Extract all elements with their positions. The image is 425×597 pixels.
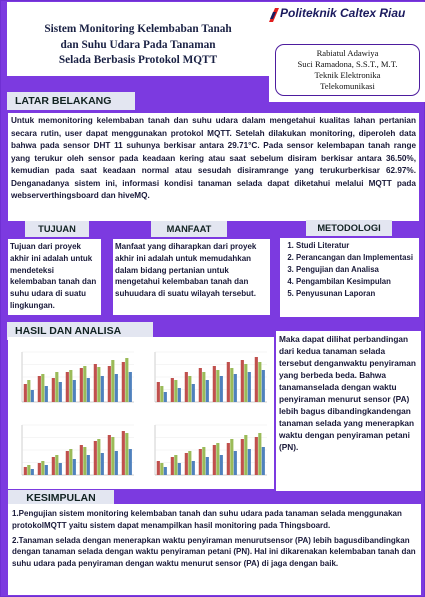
chart-bar	[171, 457, 174, 475]
manfaat-heading: MANFAAT	[151, 221, 227, 237]
chart-bar	[262, 370, 265, 402]
chart-bar	[38, 376, 41, 402]
title-line-1: Sistem Monitoring Kelembaban Tanah	[44, 23, 232, 35]
hasil-body: Maka dapat dilihat perbandingan dari kedua tanaman selada tersebut denganwaktu penyiraman yang berbeda beda. Bahwa tanamanselada dengan waktu penyiraman menurut sensor (PA) lebih bagus dibandingkandengan tanaman selada yang menerapkan waktu dengan penyiraman petani (PN).	[276, 331, 421, 491]
chart-bar	[178, 388, 181, 402]
chart-bar	[213, 366, 216, 402]
chart-bar	[234, 374, 237, 402]
author-box	[275, 44, 420, 96]
chart-bar	[157, 382, 160, 402]
chart-bar	[115, 374, 118, 402]
chart-bar	[160, 386, 163, 402]
chart-bar	[101, 376, 104, 402]
kesimpulan-point-2: 2.Tanaman selada dengan menerapkan waktu penyiraman menurutsensor (PA) lebih bagusdibandingkan dengan tanaman selada dengan waktu penyiraman petani (PN). Hal ini dikarenakan kelembaban tanah dan suhu udara pada penyiraman dengan waktu menurut sensor (PA) di jaga dengan baik.	[12, 535, 416, 569]
metodologi-item: 4. Pengambilan Kesimpulan	[296, 276, 415, 288]
chart-bar	[206, 380, 209, 402]
chart-bar	[45, 465, 48, 475]
chart-bar	[255, 357, 258, 402]
chart-bar	[24, 384, 27, 402]
author-line-3: Teknik Elektronika	[314, 70, 381, 80]
chart-bar	[87, 455, 90, 475]
tujuan-heading: TUJUAN	[25, 221, 89, 237]
chart-bar	[27, 465, 30, 475]
chart-bar	[59, 382, 62, 402]
chart-bar	[248, 372, 251, 402]
chart-bar	[206, 457, 209, 475]
latar-heading: LATAR BELAKANG	[7, 92, 135, 110]
chart-bar	[122, 431, 125, 475]
chart-bar	[66, 372, 69, 402]
chart-bar	[185, 453, 188, 475]
chart-bar	[157, 461, 160, 475]
chart-bar	[80, 445, 83, 475]
chart-bar	[248, 449, 251, 475]
logo-text: Politeknik Caltex Riau	[280, 6, 406, 20]
chart-bar	[108, 366, 111, 402]
chart-bar	[108, 435, 111, 475]
chart-bar	[87, 378, 90, 402]
chart-bar	[262, 447, 265, 475]
chart-bar	[83, 447, 86, 475]
chart-bar	[129, 372, 132, 402]
author-line-2: Suci Ramadona, S.S.T., M.T.	[297, 59, 398, 69]
chart-bar	[188, 451, 191, 475]
chart-bar	[69, 370, 72, 402]
chart-bar	[125, 433, 128, 475]
chart-bar	[216, 370, 219, 402]
chart-bar	[73, 459, 76, 475]
chart-bar	[220, 376, 223, 402]
chart-bar	[199, 449, 202, 475]
chart-bar	[227, 362, 230, 402]
result-chart-4	[143, 415, 271, 487]
chart-bar	[220, 455, 223, 475]
result-chart-3	[10, 415, 138, 487]
chart-bar	[160, 463, 163, 475]
chart-bar	[122, 362, 125, 402]
chart-bar	[129, 449, 132, 475]
chart-bar	[230, 368, 233, 402]
chart-bar	[38, 463, 41, 475]
chart-bar	[41, 461, 44, 475]
chart-bar	[202, 372, 205, 402]
chart-bar	[45, 386, 48, 402]
chart-bar	[258, 362, 261, 402]
chart-bar	[199, 368, 202, 402]
chart-bar	[52, 378, 55, 402]
hasil-heading: HASIL DAN ANALISA	[7, 322, 153, 340]
chart-bar	[125, 358, 128, 402]
chart-bar	[255, 437, 258, 475]
metodologi-item: 2. Perancangan dan Implementasi	[296, 252, 415, 264]
chart-bar	[244, 435, 247, 475]
chart-bar	[41, 374, 44, 402]
chart-bar	[164, 392, 167, 402]
chart-bar	[188, 376, 191, 402]
kesimpulan-body	[8, 504, 421, 595]
metodologi-list	[280, 238, 419, 317]
chart-bar	[230, 439, 233, 475]
institution-logo	[269, 4, 424, 32]
author-line-1: Rabiatul Adawiya	[316, 48, 379, 58]
chart-bar	[171, 378, 174, 402]
chart-bar	[24, 467, 27, 475]
chart-bar	[234, 451, 237, 475]
chart-bar	[178, 463, 181, 475]
metodologi-item: 5. Penyusunan Laporan	[296, 288, 415, 300]
manfaat-body: Manfaat yang diharapkan dari proyek akhir ini adalah untuk memudahkan dalam bidang pertanian untuk mengetahui kelembaban tanah dan suhuudara di suatu wilayah tersebut.	[113, 239, 270, 315]
title-line-2: dan Suhu Udara Pada Tanaman	[60, 38, 216, 51]
chart-bar	[66, 451, 69, 475]
chart-bar	[59, 463, 62, 475]
metodologi-item: 1. Studi Literatur	[296, 240, 415, 252]
chart-bar	[97, 367, 100, 402]
chart-bar	[31, 390, 34, 402]
chart-bar	[111, 360, 114, 402]
tujuan-body: Tujuan dari proyek akhir ini adalah untuk mendeteksi kelembaban tanah dan suhu udara di suatu lingkungan.	[8, 239, 101, 315]
logo-mark-icon	[269, 8, 279, 22]
metodologi-heading: METODOLOGI	[306, 220, 392, 236]
chart-bar	[174, 380, 177, 402]
chart-bar	[213, 445, 216, 475]
chart-bar	[52, 457, 55, 475]
chart-bar	[202, 447, 205, 475]
chart-bar	[94, 441, 97, 475]
chart-bar	[97, 439, 100, 475]
poster-title	[7, 2, 269, 76]
title-line-3: Selada Berbasis Protokol MQTT	[58, 54, 218, 66]
chart-bar	[31, 469, 34, 475]
chart-bar	[258, 433, 261, 475]
chart-bar	[244, 364, 247, 402]
chart-bar	[115, 451, 118, 475]
chart-bar	[80, 368, 83, 402]
chart-bar	[55, 455, 58, 475]
chart-bar	[94, 364, 97, 402]
result-chart-1	[10, 342, 138, 414]
chart-bar	[111, 437, 114, 475]
chart-bar	[192, 384, 195, 402]
chart-bar	[185, 372, 188, 402]
chart-bar	[73, 380, 76, 402]
chart-bar	[216, 443, 219, 475]
chart-bar	[164, 467, 167, 475]
chart-bar	[227, 443, 230, 475]
chart-bar	[241, 439, 244, 475]
kesimpulan-heading: KESIMPULAN	[8, 490, 114, 506]
author-line-4: Telekomunikasi	[320, 81, 375, 91]
chart-bar	[69, 449, 72, 475]
chart-bar	[83, 366, 86, 402]
chart-bar	[174, 455, 177, 475]
metodologi-item: 3. Pengujian dan Analisa	[296, 264, 415, 276]
chart-bar	[101, 453, 104, 475]
chart-bar	[192, 461, 195, 475]
chart-bar	[55, 372, 58, 402]
chart-bar	[241, 360, 244, 402]
chart-panel	[8, 337, 274, 489]
result-chart-2	[143, 342, 271, 414]
chart-bar	[27, 380, 30, 402]
latar-body: Untuk memonitoring kelembaban tanah dan suhu udara dalam mengetahui kualitas lahan pertanian secara rutin, user dapat menggunakan protokol MQTT. Setelah dilakukan monitoring, diperoleh data bahwa pada sensor DHT 11 suhunya berkisar antara 29.71°C. Pada sensor kelembapan tanah range yang terukur oleh sensor pada keadaan kering atau saat sebelum disiram berkisar antara 36.50%, kemudian pada saat keadaan normal atau sesudah disiramrange yang terukurberkisar 62.97%. Denganadanya sistem ini, informasi kondisi tanaman selada dapat diketahui melalui MQTT pada webserverthingsboard dan hiveMQ.	[8, 113, 419, 221]
kesimpulan-point-1: 1.Pengujian sistem monitoring kelembaban tanah dan suhu udara pada tanaman selada menggunakan protokolMQTT yaitu sistem dapat menampilkan hasil monitoring pada Thingsboard.	[12, 509, 402, 530]
